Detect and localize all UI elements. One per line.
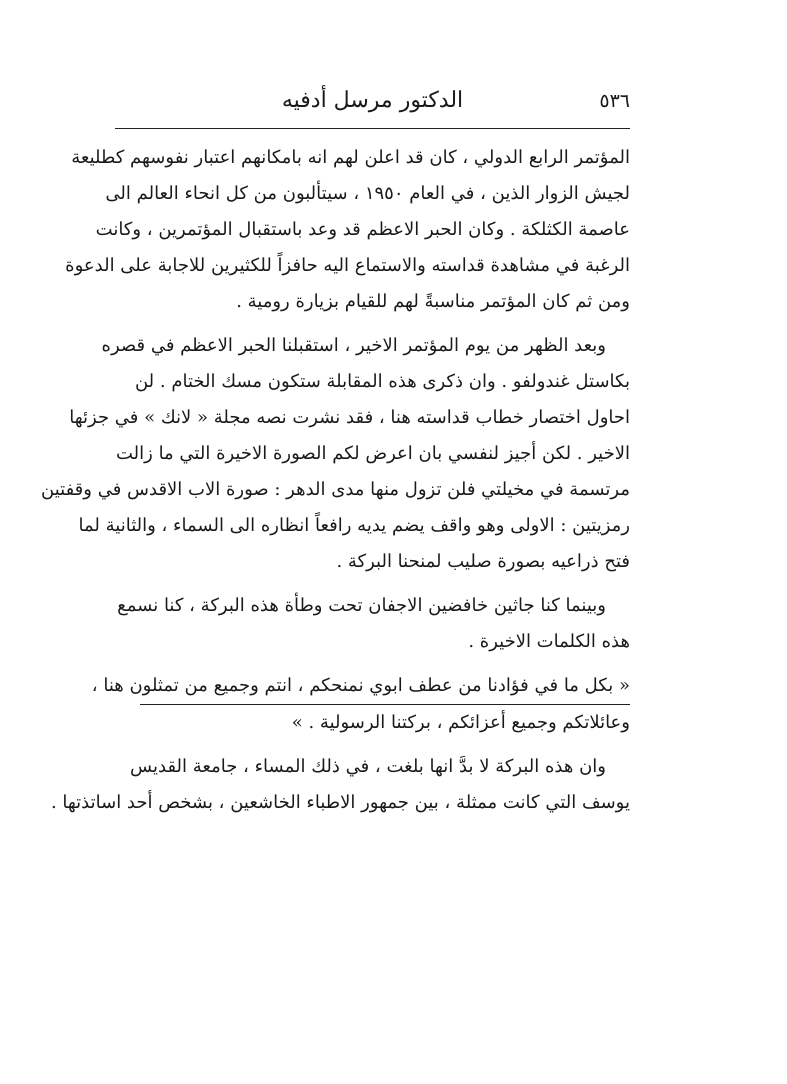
text-line: لجيش الزوار الذين ، في العام ١٩٥٠ ، سيتألبون من كل انحاء العالم الى — [105, 183, 630, 204]
paragraph-audience — [41, 328, 630, 580]
paragraph-kneeling — [117, 588, 630, 660]
text-line: ومن ثم كان المؤتمر مناسبةً لهم للقيام بزيارة رومية . — [236, 291, 630, 312]
text-line: وان هذه البركة لا بدَّ انها بلغت ، في ذلك المساء ، جامعة القديس — [130, 756, 606, 777]
text-line: فتح ذراعيه بصورة صليب لمنحنا البركة . — [336, 551, 630, 572]
text-line: احاول اختصار خطاب قداسته هنا ، فقد نشرت نصه مجلة « لانك » في جزئها — [69, 407, 630, 428]
text-line: مرتسمة في مخيلتي فلن تزول منها مدى الدهر : صورة الاب الاقدس في وقفتين — [41, 479, 630, 500]
text-line: وبينما كنا جاثين خافضين الاجفان تحت وطأة هذه البركة ، كنا نسمع — [117, 595, 606, 616]
text-line: الرغبة في مشاهدة قداسته والاستماع اليه حافزاً للكثيرين للاجابة على الدعوة — [65, 255, 630, 276]
quotation-line: « بكل ما في فؤادنا من عطف ابوي نمنحكم ، انتم وجميع من تمثلون هنا ، — [140, 668, 630, 705]
text-line: هذه الكلمات الاخيرة . — [468, 631, 630, 652]
paragraph-blessing — [50, 749, 630, 821]
page-header — [115, 84, 630, 124]
text-line: يوسف التي كانت ممثلة ، بين جمهور الاطباء الخاشعين ، بشخص أحد اساتذتها . — [50, 792, 630, 813]
quotation-line: وعائلاتكم وجميع أعزائكم ، بركتنا الرسولية . » — [291, 712, 630, 733]
header-rule — [115, 128, 630, 129]
text-line: وبعد الظهر من يوم المؤتمر الاخير ، استقبلنا الحبر الاعظم في قصره — [101, 335, 606, 356]
running-head: الدكتور مرسل أدفيه — [281, 88, 464, 113]
text-line: المؤتمر الرابع الدولي ، كان قد اعلن لهم انه بامكانهم اعتبار نفوسهم كطليعة — [71, 147, 630, 168]
text-line: الاخير . لكن أجيز لنفسي بان اعرض لكم الصورة الاخيرة التي ما زالت — [116, 443, 630, 464]
paragraph-quotation — [91, 668, 630, 741]
paragraph-congress — [65, 140, 630, 320]
page-number: ٥٣٦ — [599, 90, 630, 112]
body-text — [41, 140, 630, 829]
text-line: بكاستل غندولفو . وان ذكرى هذه المقابلة ستكون مسك الختام . لن — [134, 371, 630, 392]
text-line: رمزيتين : الاولى وهو واقف يضم يديه رافعاً انظاره الى السماء ، والثانية لما — [78, 515, 630, 536]
text-line: عاصمة الكثلكة . وكان الحبر الاعظم قد وعد باستقبال المؤتمرين ، وكانت — [95, 219, 630, 240]
